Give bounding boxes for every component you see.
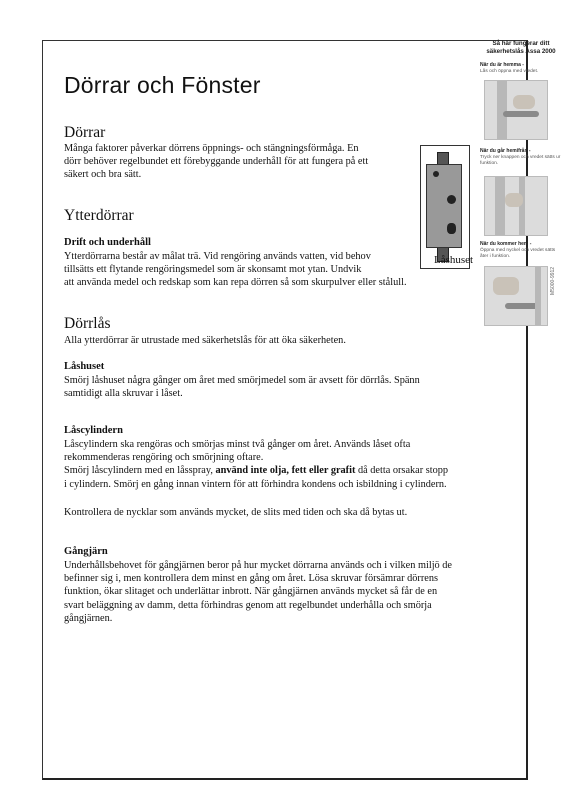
step3-text: Öppna med nyckel och vredet sätts åter i funktion.	[480, 248, 556, 259]
hand	[493, 277, 519, 295]
text-line: Låscylindern ska rengöras och smörjas minst två gånger om året. Används låset ofta	[64, 439, 411, 450]
text-line: funktion, ökar slitaget och underlättar inbrott. När gångjärnen används mycket så får de en	[64, 586, 438, 598]
text-line: säkert och bra sätt.	[64, 169, 142, 181]
paragraph-lashuset	[64, 374, 420, 400]
text-line: Kontrollera de nycklar som används mycket, de slits med tiden och ska då bytas ut.	[64, 507, 408, 518]
strip-code: M5000-9912	[550, 266, 556, 295]
page-title: Dörrar och Fönster	[64, 72, 261, 98]
text-line: dörr behöver regelbundet ett förebyggande underhåll för att fungera på ett	[64, 156, 369, 168]
paragraph-ytterdorrar	[64, 250, 407, 290]
text-line: svart beläggning av damm, detta förhindras genom att regelbundet underhålla och smörja	[64, 599, 432, 611]
step3-heading: När du kommer hem -	[480, 241, 532, 247]
lock-case-illustration	[420, 145, 470, 269]
text-line: i cylindern. Smörj en gång innan vintern för att förhindra kondens och isbildning i cylindern.	[64, 478, 447, 490]
door-edge	[535, 267, 541, 325]
text-line: Många faktorer påverkar dörrens öppnings- och stängningsförmåga. En	[64, 143, 359, 154]
door-handle	[505, 303, 539, 309]
lock-case-label: Låshuset	[434, 254, 474, 266]
text-line-with-warning	[64, 464, 448, 477]
lock-spindle-hole	[447, 195, 456, 204]
door-handle	[503, 111, 539, 117]
step2-heading: När du går hemifrån -	[480, 148, 531, 154]
subheading-lascylindern: Låscylindern	[64, 425, 123, 436]
text-line: gångjärnen.	[64, 612, 113, 624]
lock-body	[426, 164, 462, 248]
text-line: att använda medel och redskap som kan repa dörren så som skurpulver eller stålull.	[64, 277, 407, 289]
hand	[513, 95, 535, 109]
lock-cylinder-hole	[447, 223, 456, 234]
text-fragment: Smörj låscylindern med en låsspray,	[64, 465, 216, 477]
step1-text: Lås och öppna med vredet.	[480, 69, 539, 74]
text-line: Alla ytterdörrar är utrustade med säkerhetslås för att öka säkerheten.	[64, 335, 346, 346]
door-edge	[495, 177, 505, 235]
text-line: tillsätts ett flytande rengöringsmedel som är skonsamt mot ytan. Undvik	[64, 264, 362, 276]
lock-hole	[433, 171, 439, 177]
paragraph-lascylindern	[64, 438, 448, 491]
text-fragment: då detta orsakar stopp	[355, 465, 449, 477]
text-line: befinner sig i, men kontrollera dem minst en gång om året. Lösa skruvar försämrar dörrens	[64, 573, 439, 585]
subheading-gangjarn: Gångjärn	[64, 546, 108, 557]
hand	[505, 193, 523, 207]
step1-photo	[484, 80, 548, 140]
step3-photo	[484, 266, 548, 326]
text-line: samtidigt alla skruvar i låset.	[64, 388, 183, 400]
subheading-lashuset: Låshuset	[64, 361, 105, 372]
strip-title: Så här fungerar ditt säkerhetslås Assa 2000	[486, 40, 556, 55]
text-line: Underhållsbehovet för gångjärnen beror på hur mycket dörrarna används och i vilken miljö de	[64, 560, 453, 571]
step2-photo	[484, 176, 548, 236]
step1-heading: När du är hemma -	[480, 62, 524, 68]
text-line: Smörj låshuset några gånger om året med smörjmedel som är avsett för dörrlås. Spänn	[64, 375, 420, 386]
paragraph-dorrar	[64, 142, 368, 182]
subheading-drift: Drift och underhåll	[64, 237, 151, 248]
door-edge	[497, 81, 507, 139]
heading-dorrar: Dörrar	[64, 124, 106, 141]
step2-text: Tryck ner knappen och vredet sätts ur funktion.	[480, 155, 561, 166]
warning-text: använd inte olja, fett eller grafit	[215, 465, 356, 477]
heading-ytterdorrar: Ytterdörrar	[64, 207, 134, 224]
text-line: rekommenderas rengöring och smörjning oftare.	[64, 452, 264, 464]
heading-dorrlas: Dörrlås	[64, 315, 111, 332]
paragraph-gangjarn	[64, 559, 452, 625]
paragraph-keys-note	[64, 506, 407, 519]
paragraph-dorrlas	[64, 334, 346, 347]
text-line: Ytterdörrarna består av målat trä. Vid rengöring används vatten, vid behov	[64, 251, 371, 262]
